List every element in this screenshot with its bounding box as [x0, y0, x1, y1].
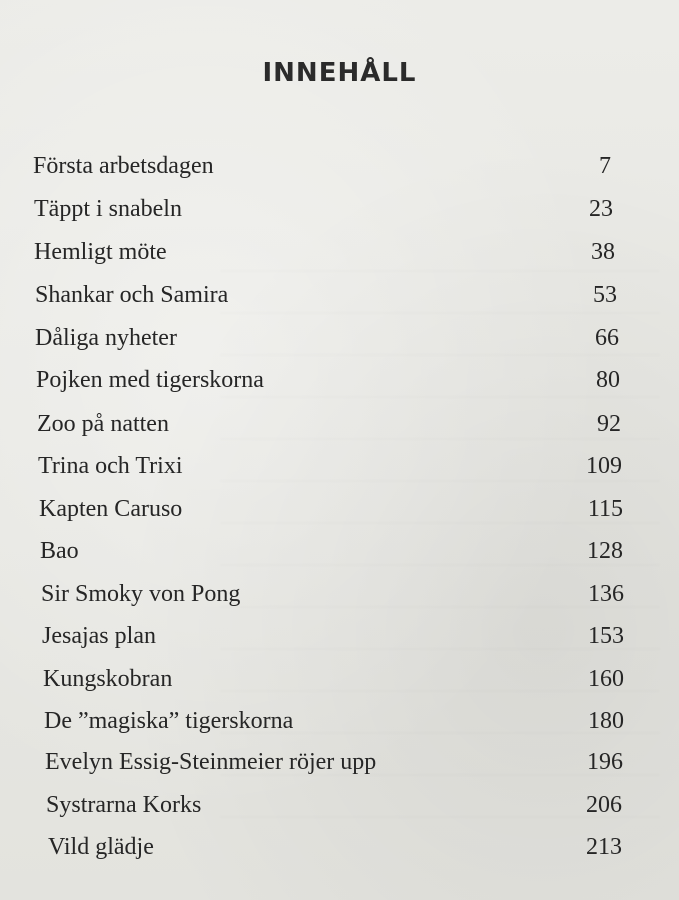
- toc-entry: [45, 746, 623, 778]
- toc-entry-title: Jesajas plan: [42, 623, 156, 649]
- toc-entry-title: Täppt i snabeln: [34, 196, 182, 222]
- toc-entry-page: 128: [587, 538, 623, 564]
- toc-entry-page: 206: [586, 792, 622, 818]
- toc-entry-page: 53: [593, 282, 617, 308]
- toc-entry-title: Trina och Trixi: [38, 453, 183, 479]
- toc-entry-page: 213: [586, 834, 622, 860]
- toc-entry-page: 66: [595, 325, 619, 351]
- toc-entry: [35, 279, 617, 311]
- toc-entry: [40, 535, 623, 567]
- page-title: INNEHÅLL: [262, 58, 417, 88]
- toc-entry: [46, 789, 622, 821]
- toc-entry-page: 136: [588, 581, 624, 607]
- toc-entry: [39, 493, 623, 525]
- toc-entry-page: 115: [587, 496, 623, 522]
- toc-entry-page: 109: [586, 453, 622, 479]
- toc-entry-title: Evelyn Essig-Steinmeier röjer upp: [45, 749, 377, 775]
- toc-entry: [34, 236, 615, 268]
- toc-entry: [34, 193, 613, 225]
- toc-entry-page: 153: [588, 623, 624, 649]
- toc-entry: [38, 450, 622, 482]
- toc-entry: [36, 364, 620, 396]
- toc-entry-page: 180: [588, 708, 624, 734]
- toc-entry-title: De ”magiska” tigerskorna: [44, 708, 294, 734]
- toc-entry-page: 23: [589, 196, 613, 222]
- toc-entry: [35, 322, 619, 354]
- toc-entry-page: 7: [599, 153, 611, 179]
- toc-entry: [44, 705, 624, 737]
- toc-entry: [41, 578, 624, 610]
- toc-entry: [43, 663, 624, 695]
- toc-entry-title: Kungskobran: [43, 666, 173, 692]
- toc-entry-page: 80: [596, 367, 620, 393]
- toc-entry: [42, 620, 624, 652]
- toc-entry-title: Sir Smoky von Pong: [41, 581, 241, 607]
- toc-entry-title: Shankar och Samira: [35, 282, 229, 308]
- toc-entry-title: Bao: [40, 538, 79, 564]
- toc-entry-title: Systrarna Korks: [46, 792, 202, 818]
- toc-entry-page: 160: [588, 666, 624, 692]
- toc-entry: [48, 831, 622, 863]
- toc-entry-title: Första arbetsdagen: [33, 153, 214, 179]
- toc-entry-title: Vild glädje: [48, 834, 154, 860]
- toc-entry-title: Pojken med tigerskorna: [36, 367, 264, 393]
- toc-entry-page: 38: [591, 239, 615, 265]
- toc-entry-title: Kapten Caruso: [39, 496, 183, 522]
- toc-entry: [37, 408, 621, 440]
- toc-entry: [33, 150, 611, 182]
- toc-entry-title: Hemligt möte: [34, 239, 167, 265]
- toc-entry-title: Zoo på natten: [37, 411, 169, 437]
- toc-entry-page: 92: [597, 411, 621, 437]
- toc-entry-page: 196: [587, 749, 623, 775]
- toc-entry-title: Dåliga nyheter: [35, 325, 177, 351]
